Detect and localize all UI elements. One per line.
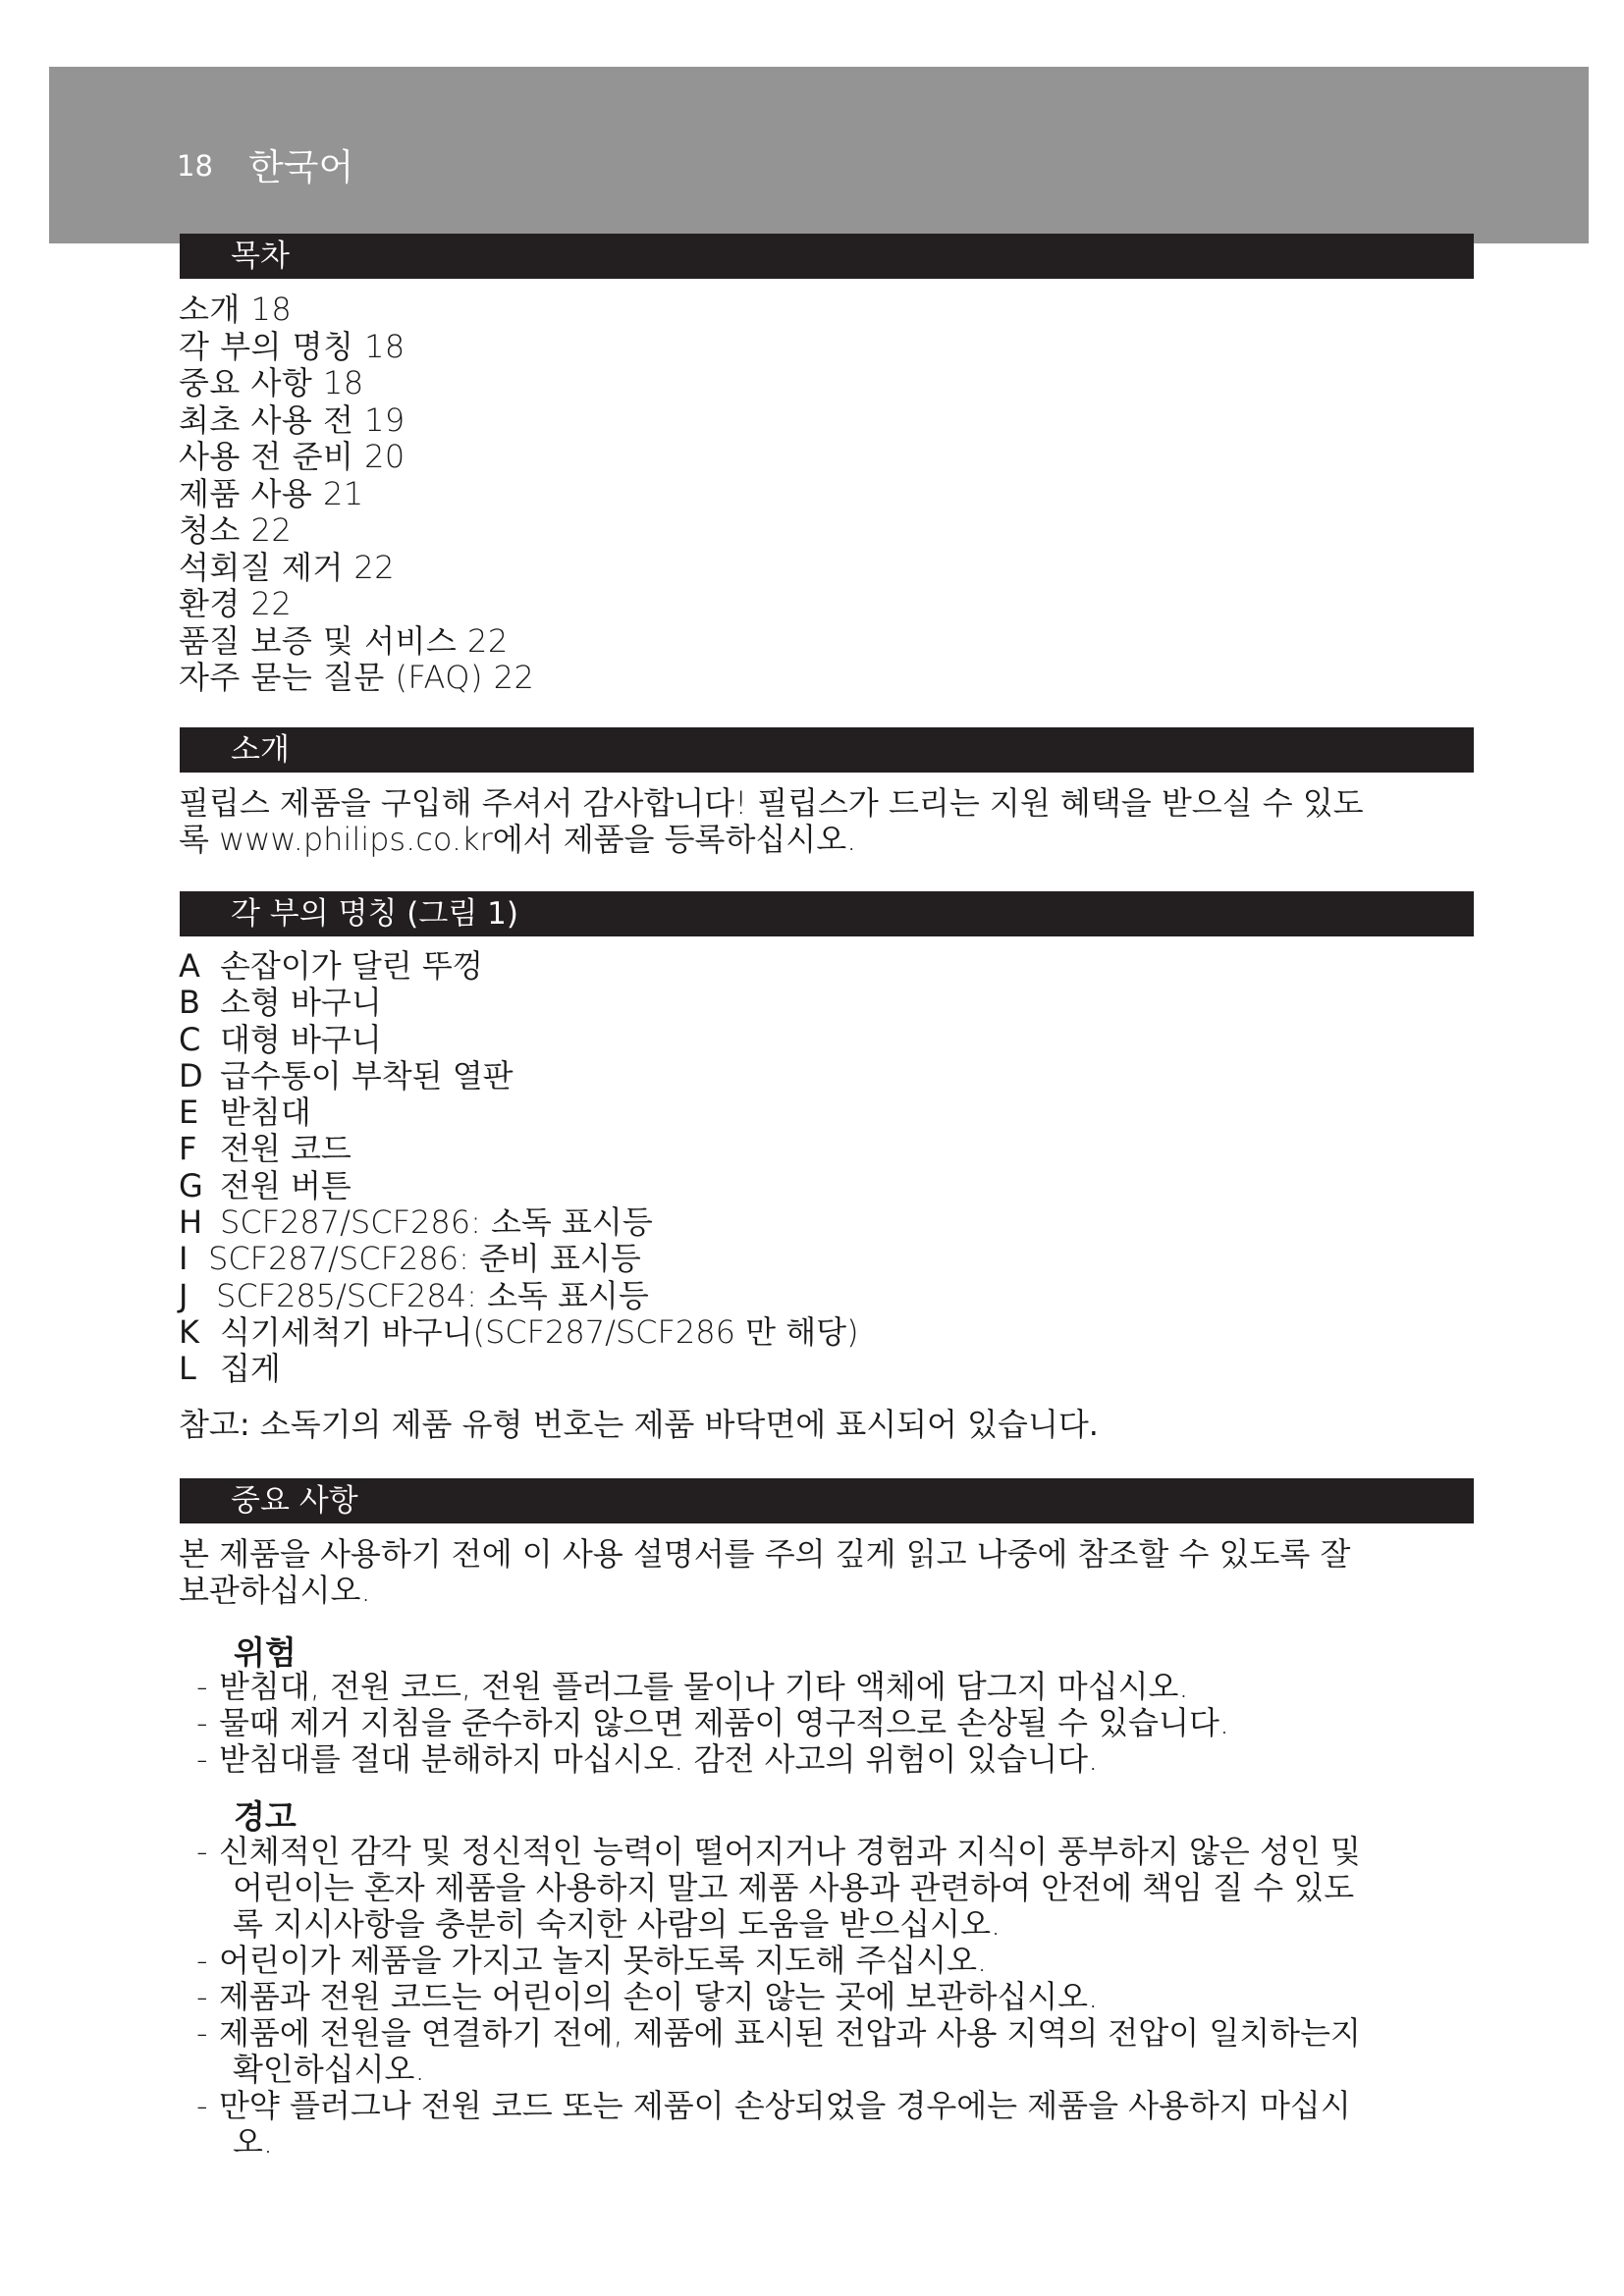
part-letter: J: [179, 1276, 189, 1314]
part-label: 식기세척기 바구니(SCF287/SCF286 만 해당): [220, 1312, 859, 1351]
part-label: SCF285/SCF284: 소독 표시등: [216, 1276, 649, 1314]
important-heading: 중요 사항: [231, 1483, 358, 1519]
toc-item[interactable]: 품질 보증 및 서비스 22: [179, 621, 509, 660]
danger-list: [196, 1669, 1483, 1778]
warning-item: - 신체적인 감각 및 정신적인 능력이 떨어지거나 경험과 지식이 풍부하지 않은 성인 및 어린이는 혼자 제품을 사용하지 말고 제품 사용과 관련하여 안전에 책임 질 수 있도 록 지시사항을 충분히 숙지한 사람의 도움을 받으십시오.: [196, 1834, 1483, 1943]
warning-item: - 어린이가 제품을 가지고 놀지 못하도록 지도해 주십시오.: [196, 1942, 988, 1979]
part-item: [179, 1022, 1485, 1058]
bullet-text-cont: 어린이는 혼자 제품을 사용하지 말고 제품 사용과 관련하여 안전에 책임 질 수 있도: [233, 1869, 1355, 1906]
part-label: 급수통이 부착된 열판: [220, 1056, 514, 1095]
part-item: [179, 948, 1485, 985]
part-label: 받침대: [220, 1094, 311, 1132]
bullet-text: 만약 플러그나 전원 코드 또는 제품이 손상되었을 경우에는 제품을 사용하지 마십시: [219, 2087, 1351, 2124]
important-line-1: 본 제품을 사용하기 전에 이 사용 설명서를 주의 깊게 읽고 나중에 참조할 수 있도록 잘: [179, 1535, 1351, 1573]
warning-item: - 만약 플러그나 전원 코드 또는 제품이 손상되었을 경우에는 제품을 사용하지 마십시 오.: [196, 2088, 1483, 2161]
toc-item[interactable]: 사용 전 준비 20: [179, 438, 406, 475]
page-number: 18: [177, 149, 213, 183]
bullet-text: 받침대를 절대 분해하지 마십시오. 감전 사고의 위험이 있습니다.: [219, 1740, 1099, 1778]
part-label: 전원 버튼: [220, 1166, 352, 1204]
part-item: [179, 1314, 1485, 1351]
toc-item[interactable]: 환경 22: [179, 585, 293, 622]
bullet-text-cont: 오.: [233, 2123, 274, 2161]
intro-line-1: 필립스 제품을 구입해 주셔서 감사합니다! 필립스가 드리는 지원 혜택을 받으실 수 있도: [179, 784, 1364, 822]
part-label: 대형 바구니: [220, 1020, 382, 1058]
warning-item: - 제품에 전원을 연결하기 전에, 제품에 표시된 전압과 사용 지역의 전압이 일치하는지 확인하십시오.: [196, 2015, 1483, 2088]
danger-item: - 물때 제거 지침을 준수하지 않으면 제품이 영구적으로 손상될 수 있습니다.: [196, 1704, 1230, 1741]
part-item: [179, 1168, 1485, 1204]
bullet-text: 받침대, 전원 코드, 전원 플러그를 물이나 기타 액체에 담그지 마십시오.: [219, 1668, 1189, 1705]
toc-item[interactable]: 각 부의 명칭 18: [179, 327, 406, 365]
toc-item[interactable]: 최초 사용 전 19: [179, 400, 406, 439]
parts-heading-bar: [180, 891, 1474, 936]
part-letter: F: [179, 1130, 197, 1168]
part-label: 집게: [220, 1350, 281, 1388]
bullet-text: 제품과 전원 코드는 어린이의 손이 닿지 않는 곳에 보관하십시오.: [219, 1978, 1099, 2015]
bullet-text: 제품에 전원을 연결하기 전에, 제품에 표시된 전압과 사용 지역의 전압이 일치하는지: [219, 2014, 1361, 2052]
intro-heading-bar: [180, 727, 1474, 773]
toc-list: [179, 292, 1485, 697]
language-label: 한국어: [248, 146, 354, 188]
important-line-2: 보관하십시오.: [179, 1572, 371, 1609]
warning-list: [196, 1834, 1483, 2161]
bullet-text-cont: 확인하십시오.: [233, 2051, 425, 2088]
toc-item[interactable]: 석회질 제거 22: [179, 548, 396, 586]
important-heading-bar: [180, 1478, 1474, 1523]
toc-item[interactable]: 소개 18: [179, 291, 293, 328]
toc-item[interactable]: 청소 22: [179, 511, 293, 549]
model-number-note: 참고: 소독기의 제품 유형 번호는 제품 바닥면에 표시되어 있습니다.: [179, 1406, 1099, 1443]
bullet-text: 물때 제거 지침을 준수하지 않으면 제품이 영구적으로 손상될 수 있습니다.: [219, 1704, 1230, 1741]
part-letter: E: [179, 1094, 199, 1132]
toc-heading: 목차: [231, 239, 290, 274]
part-label: 전원 코드: [220, 1130, 352, 1168]
danger-title: 위험: [234, 1633, 297, 1672]
bullet-text: 신체적인 감각 및 정신적인 능력이 떨어지거나 경험과 지식이 풍부하지 않은 성인 및: [219, 1833, 1361, 1870]
part-letter: A: [179, 947, 200, 985]
part-item: [179, 1278, 1485, 1314]
part-item: [179, 1131, 1485, 1167]
warning-title: 경고: [234, 1797, 297, 1836]
part-item: [179, 1241, 1485, 1277]
part-label: 손잡이가 달린 뚜껑: [220, 947, 483, 985]
part-letter: D: [179, 1056, 203, 1095]
part-item: [179, 1095, 1485, 1131]
intro-line-2: 록 www.philips.co.kr에서 제품을 등록하십시오.: [179, 821, 857, 858]
parts-heading: 각 부의 명칭 (그림 1): [231, 896, 518, 932]
part-item: [179, 985, 1485, 1021]
toc-item[interactable]: 자주 묻는 질문 (FAQ) 22: [179, 659, 535, 696]
toc-item[interactable]: 중요 사항 18: [179, 364, 364, 401]
part-letter: C: [179, 1020, 201, 1058]
parts-list: [179, 948, 1485, 1388]
bullet-text: 어린이가 제품을 가지고 놀지 못하도록 지도해 주십시오.: [219, 1942, 988, 1979]
part-item: [179, 1204, 1485, 1241]
danger-item: - 받침대를 절대 분해하지 마십시오. 감전 사고의 위험이 있습니다.: [196, 1740, 1099, 1778]
part-item: [179, 1058, 1485, 1095]
part-letter: B: [179, 984, 200, 1022]
part-letter: I: [179, 1240, 189, 1278]
part-letter: K: [179, 1312, 199, 1351]
important-intro: [179, 1536, 1475, 1609]
part-label: SCF287/SCF286: 소독 표시등: [220, 1203, 653, 1242]
part-letter: H: [179, 1203, 203, 1242]
part-letter: L: [179, 1350, 196, 1388]
toc-heading-bar: [180, 234, 1474, 279]
part-item: [179, 1351, 1485, 1387]
intro-heading: 소개: [231, 732, 290, 768]
bullet-text-cont: 록 지시사항을 충분히 숙지한 사람의 도움을 받으십시오.: [233, 1905, 1001, 1943]
toc-item[interactable]: 제품 사용 21: [179, 474, 364, 512]
danger-item: - 받침대, 전원 코드, 전원 플러그를 물이나 기타 액체에 담그지 마십시오.: [196, 1668, 1189, 1705]
part-label: SCF287/SCF286: 준비 표시등: [208, 1240, 641, 1278]
intro-paragraph: [179, 785, 1475, 858]
part-label: 소형 바구니: [220, 984, 382, 1022]
warning-item: - 제품과 전원 코드는 어린이의 손이 닿지 않는 곳에 보관하십시오.: [196, 1978, 1099, 2015]
part-letter: G: [179, 1166, 203, 1204]
